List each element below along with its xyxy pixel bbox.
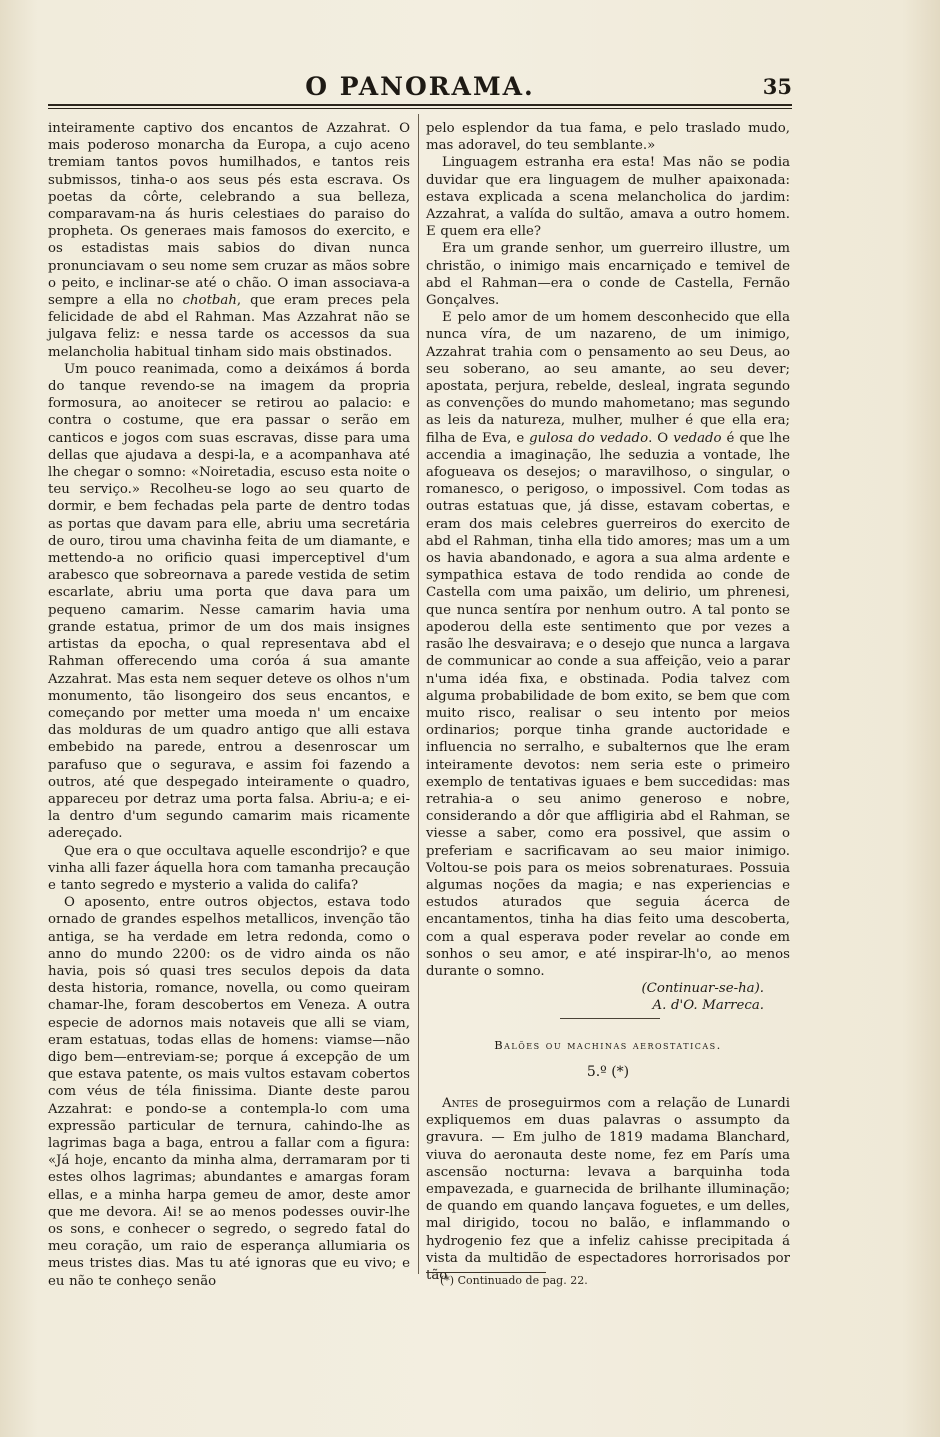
right-column-article bbox=[426, 1095, 790, 1284]
section-separator bbox=[560, 1018, 660, 1019]
right-paragraph-2: Linguagem estranha era esta! Mas não se podia duvidar que era linguagem de mulher apaixonada: estava explicada a scena melancholica do jardim: Azzahrat, a valída do sultão, amava a outro homem. E quem era elle? bbox=[426, 155, 790, 240]
section-number: 5.º (*) bbox=[586, 1064, 630, 1080]
left-paragraph-3: Que era o que occultava aquelle escondrijo? e que vinha alli fazer áquella hora com tamanha precaução e tanto segredo e mysterio a valida do califa? bbox=[48, 843, 410, 893]
page-header bbox=[48, 72, 792, 102]
left-column bbox=[48, 120, 410, 1290]
right-paragraph-4-mid: . O bbox=[648, 430, 669, 446]
article-paragraph-1-text: de proseguirmos com a relação de Lunardi expliquemos em duas palavras o assumpto da gravura. — Em julho de 1819 madama Blanchard, viuva do aeronauta deste nome, fez em París uma ascensão nocturna: levava a barquinha toda empavezada, e guarnecida de brilhante illuminação; de quando em quando lançava foguetes, e um delles, mal dirigido, tocou no balão, e inflammando o hydrogenio fez que a infeliz cahisse precipitada á vista da multidão de espectadores horrorisados por tão bbox=[426, 1096, 790, 1284]
left-paragraph-4: O aposento, entre outros objectos, estava todo ornado de grandes espelhos metallicos, invenção tão antiga, se ha verdade em letra redonda, como o anno do mundo 2200: os de vidro ainda os não havia, pois só quasi tres seculos depois da data desta historia, romance, novella, ou como queiram chamar-lhe, foram descobertos em Veneza. A outra especie de adornos mais notaveis que alli se viam, eram estatuas, todas ellas de homens: viamse—não digo bem—entreviam-se; porque á excepção de um que estava patente, os mais vultos estavam cobertos com véus de téla finissima. Diante deste parou Azzahrat: e pondo-se a contempla-lo com uma expressão particular de ternura, cahindo-lhe as lagrimas baga a baga, entrou a fallar com a figura: «Já hoje, encanto da minha alma, derramaram por ti estes olhos lagrimas; abundantes e amargas foram ellas, e a minha harpa gemeu de amor, deste amor que me devora. Ai! se ao menos podesses ouvir-lhe os sons, e conhecer o segredo, o segredo fatal do meu coração, um raio de esperança allumiaria os meus tristes dias. Mas tu até ignoras que eu vivo; e eu não te conheço senão bbox=[48, 895, 410, 1289]
footnote: (*) Continuado de pag. 22. bbox=[440, 1274, 588, 1287]
continuation-note: (Continuar-se-ha). bbox=[641, 981, 764, 997]
column-divider bbox=[418, 114, 419, 1274]
left-paragraph-1-text: inteiramente captivo dos encantos de Azzahrat. O mais poderoso monarcha da Europa, a cujo aceno tremiam tantos povos humilhados, e tantos reis submissos, tinha-o aos seus pés esta escrava. Os poetas da côrte, celebrando a sua belleza, comparavam-na ás huris celestiaes do paraiso do propheta. Os generaes mais famosos do exercito, e os estadistas mais sabios do divan nunca pronunciavam o seu nome sem cruzar as mãos sobre o peito, e inclinar-se até o chão. O iman associava-a sempre a ella no bbox=[48, 121, 410, 309]
header-rule-thin bbox=[48, 108, 792, 109]
right-paragraph-4 bbox=[426, 309, 790, 980]
gulosa-phrase: gulosa do vedado bbox=[529, 430, 649, 446]
signature-block bbox=[426, 980, 790, 1014]
right-paragraph-4-start: E pelo amor de um homem desconhecido que ella nunca víra, de um nazareno, de um inimigo, Azzahrat trahia com o pensamento ao seu Deus, ao seu soberano, ao seu amante, ao seu dever; apostata, perjura, rebelde, desleal, ingrata segundo as convenções do mundo mahometano; mas segundo as leis da natureza, mulher, mulher é que ella era; filha de Eva, e bbox=[426, 310, 790, 446]
section-title: Balões ou machinas aerostaticas. bbox=[494, 1038, 722, 1052]
header-rule bbox=[48, 104, 792, 106]
page-title: O PANORAMA. bbox=[305, 72, 535, 101]
right-paragraph-3: Era um grande senhor, um guerreiro illustre, um christão, o inimigo mais encarniçado e temivel de abd el Rahman—era o conde de Castella, Fernão Gonçalves. bbox=[426, 241, 790, 309]
article-paragraph-1 bbox=[426, 1095, 790, 1284]
article-lead-word: Antes bbox=[442, 1096, 479, 1111]
vedado-term: vedado bbox=[673, 430, 722, 446]
right-column-story bbox=[426, 120, 790, 1015]
chotbah-term: chotbah bbox=[182, 293, 237, 309]
right-paragraph-1: pelo esplendor da tua fama, e pelo traslado mudo, mas adoravel, do teu semblante.» bbox=[426, 121, 790, 154]
author-signature: A. d'O. Marreca. bbox=[652, 998, 764, 1014]
footnote-rule bbox=[426, 1272, 546, 1273]
left-paragraph-1-end: , que eram preces pela felicidade de abd el Rahman. Mas Azzahrat não se julgava feliz: e nessa tarde os accessos da sua melancholia habitual tinham sido mais obstinados. bbox=[48, 293, 410, 360]
right-paragraph-4-end: é que lhe accendia a imaginação, lhe seduzia a vontade, lhe afogueava os desejos; o maravilhoso, o singular, o romanesco, o perigoso, o impossivel. Com todas as outras estatuas que, já disse, estavam cobertas, e eram dos mais celebres guerreiros do exercito de abd el Rahman, tinha ella tido amores; mas um a um os havia abandonado, e agora a sua alma ardente e sympathica estava de todo rendida ao conde de Castella com uma paixão, um delirio, um phrenesi, que nunca sentíra por nenhum outro. A tal ponto se apoderou della este sentimento que por vezes a rasão lhe desvairava; e o desejo que nunca a largava de communicar ao conde a sua affeição, veio a parar n'uma idéa fixa, e obstinada. Podia talvez com alguma probabilidade de bom exito, se bem que com muito risco, realisar o seu intento por meios ordinarios; porque tinha grande auctoridade e influencia no serralho, e subalternos que lhe eram inteiramente devotos: nem seria este o primeiro exemplo de tentativas iguaes e bem succedidas: mas retrahia-a o seu animo generoso e nobre, considerando a dôr que affligiria abd el Rahman, se viesse a saber, como era possivel, que assim o preferiam e sacrificavam ao seu maior inimigo. Voltou-se pois para os meios sobrenaturaes. Possuia algumas noções da magia; e nas experiencias e estudos aturados que seguia ácerca de encantamentos, tinha ha dias feito uma descoberta, com a qual esperava poder revelar ao conde em sonhos o seu amor, e até inspirar-lh'o, ao menos durante o somno. bbox=[426, 430, 790, 979]
left-paragraph-1 bbox=[48, 120, 410, 361]
page-number: 35 bbox=[762, 74, 792, 99]
left-paragraph-2: Um pouco reanimada, como a deixámos á borda do tanque revendo-se na imagem da propria formosura, ao anoitecer se retirou ao palacio: e contra o costume, que era passar o serão em canticos e jogos com suas escravas, disse para uma dellas que ajudava a despi-la, e a acompanhava até lhe chegar o somno: «Noiretadia, escuso esta noite o teu serviço.» Recolheu-se logo ao seu quarto de dormir, e bem fechadas pela parte de dentro todas as portas que davam para elle, abriu uma secretária de ouro, tirou uma chavinha feita de um diamante, e mettendo-a no orificio quasi imperceptivel d'um arabesco que sobreornava a parede vestida de setim escarlate, abriu uma porta que dava para um pequeno camarim. Nesse camarim havia uma grande estatua, primor de um dos mais insignes artistas da epocha, o qual representava abd el Rahman offerecendo uma coróa á sua amante Azzahrat. Mas esta nem sequer deteve os olhos n'um monumento, tão lisongeiro dos seus encantos, e começando por metter uma moeda n' um encaixe das molduras de um quadro antigo que alli estava embebido na parede, entrou a desenroscar um parafuso que o segurava, e assim foi fazendo a outros, até que despegado inteiramente o quadro, appareceu por detraz uma porta falsa. Abriu-a; e ei-la dentro d'um segundo camarim mais ricamente adereçado. bbox=[48, 361, 410, 842]
